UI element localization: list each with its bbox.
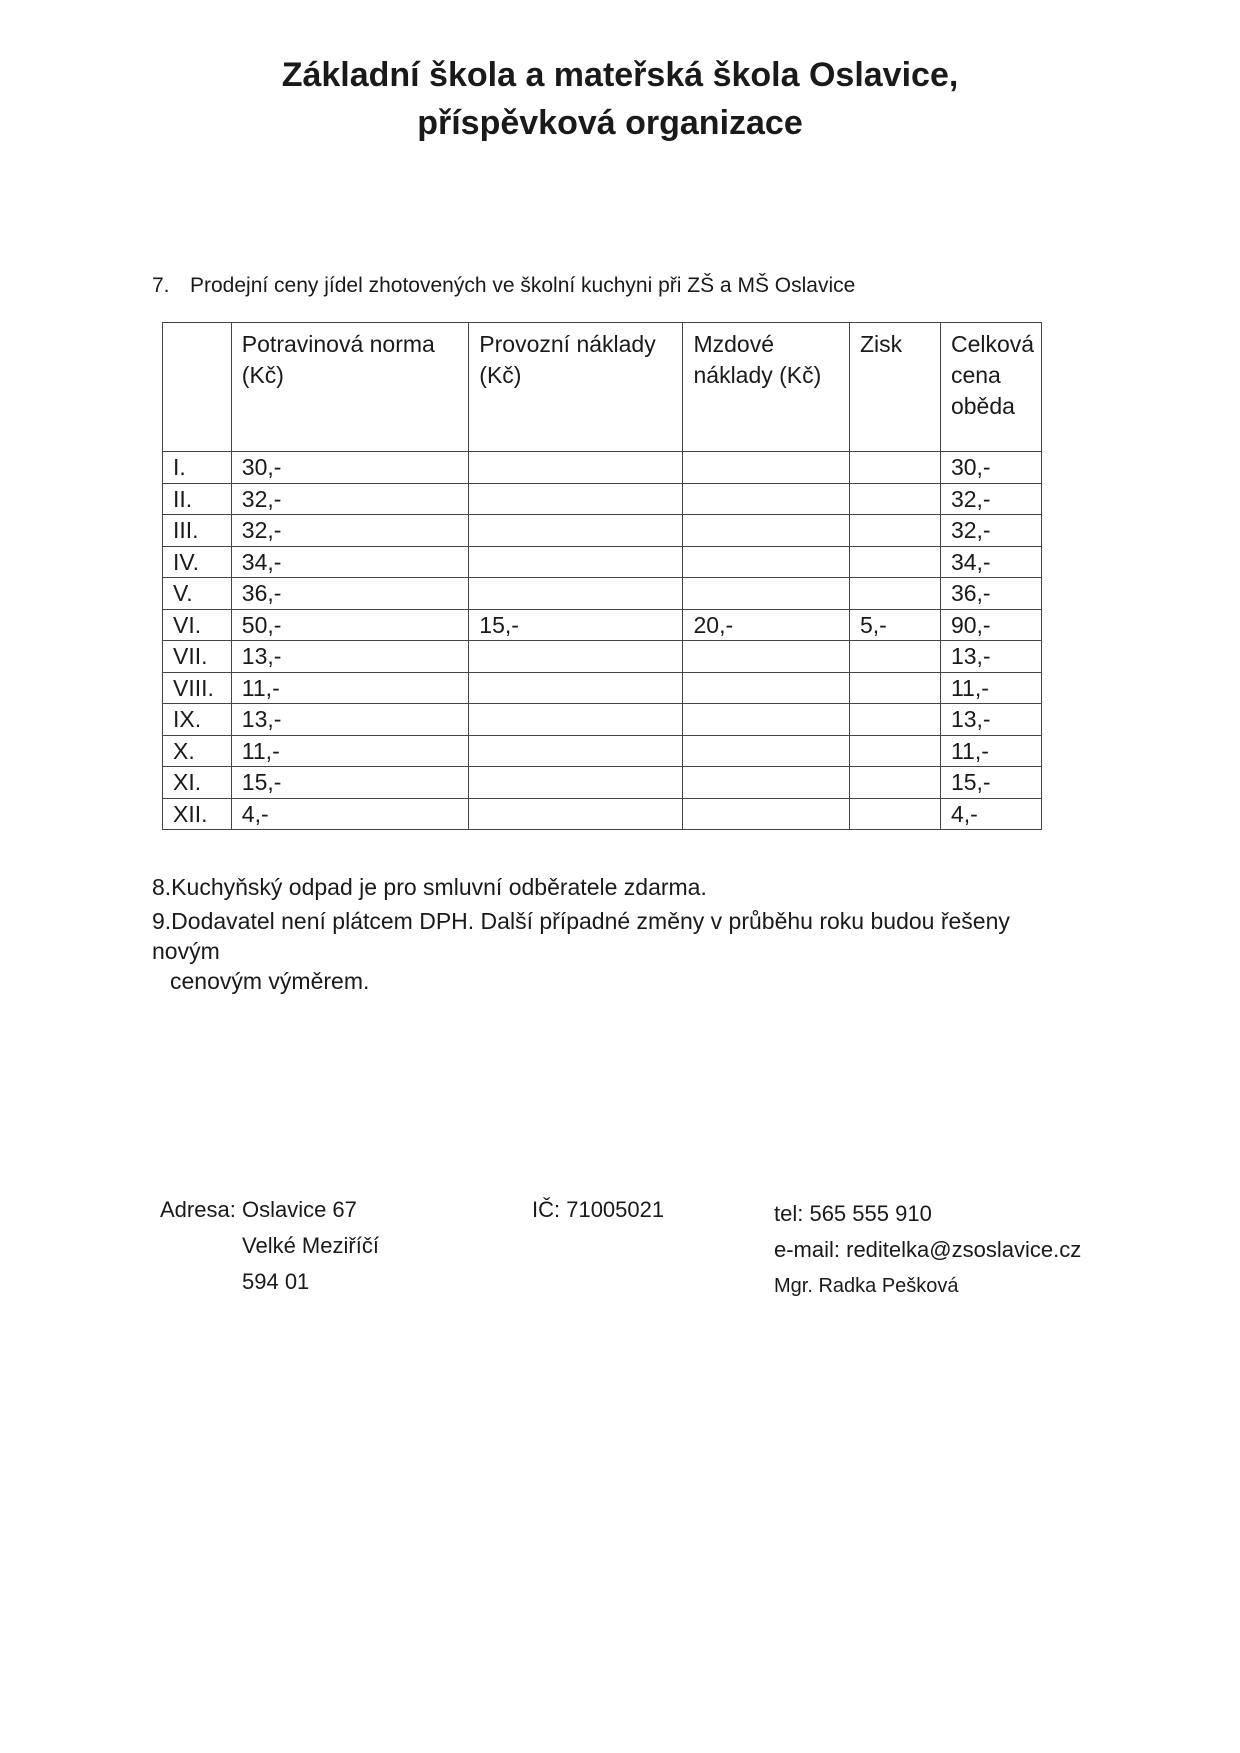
row-label: VII.: [163, 641, 232, 673]
food-norm-cell: 4,-: [231, 798, 469, 830]
wage-costs-cell: [683, 767, 849, 799]
footer-signatory: Mgr. Radka Pešková: [774, 1275, 959, 1297]
food-norm-cell: 32,-: [231, 515, 469, 547]
note-9: [152, 906, 1082, 996]
food-norm-cell: 36,-: [231, 578, 469, 610]
note-8: 8.Kuchyňský odpad je pro smluvní odběratele zdarma.: [152, 874, 707, 900]
operating-costs-cell: [469, 452, 683, 484]
table-row: [163, 704, 1042, 736]
row-label: IV.: [163, 546, 232, 578]
address-label: Adresa:: [160, 1197, 236, 1222]
wage-costs-cell: [683, 672, 849, 704]
footer-contact: [774, 1196, 1081, 1304]
row-label: III.: [163, 515, 232, 547]
row-label: VI.: [163, 609, 232, 641]
footer-phone: tel: 565 555 910: [774, 1201, 932, 1226]
section-number: 7.: [152, 274, 170, 297]
wage-costs-cell: 20,-: [683, 609, 849, 641]
wage-costs-cell: [683, 452, 849, 484]
table-row: [163, 578, 1042, 610]
wage-costs-cell: [683, 483, 849, 515]
operating-costs-cell: [469, 767, 683, 799]
address-line-3: 594 01: [242, 1269, 310, 1294]
profit-cell: [849, 452, 940, 484]
food-norm-cell: 11,-: [231, 735, 469, 767]
food-norm-cell: 11,-: [231, 672, 469, 704]
section-7-heading: [152, 274, 855, 298]
profit-cell: [849, 735, 940, 767]
wage-costs-cell: [683, 798, 849, 830]
total-price-cell: 13,-: [940, 641, 1041, 673]
header-row-label: [163, 323, 232, 452]
operating-costs-cell: [469, 546, 683, 578]
operating-costs-cell: [469, 798, 683, 830]
row-label: I.: [163, 452, 232, 484]
total-price-cell: 11,-: [940, 735, 1041, 767]
profit-cell: [849, 641, 940, 673]
food-norm-cell: 30,-: [231, 452, 469, 484]
address-line-1: Oslavice 67: [241, 1197, 357, 1222]
food-norm-cell: 13,-: [231, 641, 469, 673]
food-norm-cell: 13,-: [231, 704, 469, 736]
wage-costs-cell: [683, 546, 849, 578]
table-row: [163, 798, 1042, 830]
operating-costs-cell: [469, 578, 683, 610]
total-price-cell: 11,-: [940, 672, 1041, 704]
food-norm-cell: 32,-: [231, 483, 469, 515]
note-9-line-2: cenovým výměrem.: [170, 968, 370, 994]
wage-costs-cell: [683, 578, 849, 610]
row-label: XI.: [163, 767, 232, 799]
header-wage-costs: Mzdové náklady (Kč): [683, 323, 849, 452]
profit-cell: [849, 767, 940, 799]
operating-costs-cell: [469, 704, 683, 736]
row-label: V.: [163, 578, 232, 610]
operating-costs-cell: [469, 483, 683, 515]
total-price-cell: 4,-: [940, 798, 1041, 830]
address-line-2: Velké Meziříčí: [242, 1233, 379, 1258]
total-price-cell: 90,-: [940, 609, 1041, 641]
note-9-line-1: 9.Dodavatel není plátcem DPH. Další případné změny v průběhu roku budou řešeny novým: [152, 908, 1010, 964]
profit-cell: [849, 578, 940, 610]
operating-costs-cell: 15,-: [469, 609, 683, 641]
row-label: XII.: [163, 798, 232, 830]
total-price-cell: 32,-: [940, 483, 1041, 515]
wage-costs-cell: [683, 641, 849, 673]
header-profit: Zisk: [849, 323, 940, 452]
table-row: [163, 483, 1042, 515]
table-header-row: [163, 323, 1042, 452]
school-name-title: Základní škola a mateřská škola Oslavice,: [281, 56, 959, 94]
header-total-price: Celková cena oběda: [940, 323, 1041, 452]
footer-address: [160, 1192, 379, 1300]
profit-cell: [849, 515, 940, 547]
table-row: [163, 609, 1042, 641]
total-price-cell: 30,-: [940, 452, 1041, 484]
profit-cell: [849, 704, 940, 736]
table-row: [163, 546, 1042, 578]
row-label: X.: [163, 735, 232, 767]
header-food-norm: Potravinová norma (Kč): [231, 323, 469, 452]
table-row: [163, 672, 1042, 704]
total-price-cell: 34,-: [940, 546, 1041, 578]
wage-costs-cell: [683, 704, 849, 736]
food-norm-cell: 15,-: [231, 767, 469, 799]
header-operating-costs: Provozní náklady (Kč): [469, 323, 683, 452]
profit-cell: 5,-: [849, 609, 940, 641]
footer-email: e-mail: reditelka@zsoslavice.cz: [774, 1237, 1082, 1262]
table-row: [163, 641, 1042, 673]
operating-costs-cell: [469, 735, 683, 767]
meal-price-table: [162, 322, 1042, 830]
organization-type-title: příspěvková organizace: [417, 104, 803, 142]
operating-costs-cell: [469, 641, 683, 673]
footer-ico: IČ: 71005021: [532, 1197, 665, 1222]
profit-cell: [849, 798, 940, 830]
total-price-cell: 15,-: [940, 767, 1041, 799]
table-row: [163, 767, 1042, 799]
profit-cell: [849, 672, 940, 704]
table-row: [163, 735, 1042, 767]
operating-costs-cell: [469, 515, 683, 547]
table-row: [163, 452, 1042, 484]
profit-cell: [849, 546, 940, 578]
row-label: II.: [163, 483, 232, 515]
food-norm-cell: 34,-: [231, 546, 469, 578]
table-row: [163, 515, 1042, 547]
food-norm-cell: 50,-: [231, 609, 469, 641]
total-price-cell: 32,-: [940, 515, 1041, 547]
operating-costs-cell: [469, 672, 683, 704]
row-label: IX.: [163, 704, 232, 736]
section-title: Prodejní ceny jídel zhotovených ve školní kuchyni při ZŠ a MŠ Oslavice: [190, 274, 856, 297]
row-label: VIII.: [163, 672, 232, 704]
total-price-cell: 13,-: [940, 704, 1041, 736]
total-price-cell: 36,-: [940, 578, 1041, 610]
wage-costs-cell: [683, 515, 849, 547]
wage-costs-cell: [683, 735, 849, 767]
profit-cell: [849, 483, 940, 515]
